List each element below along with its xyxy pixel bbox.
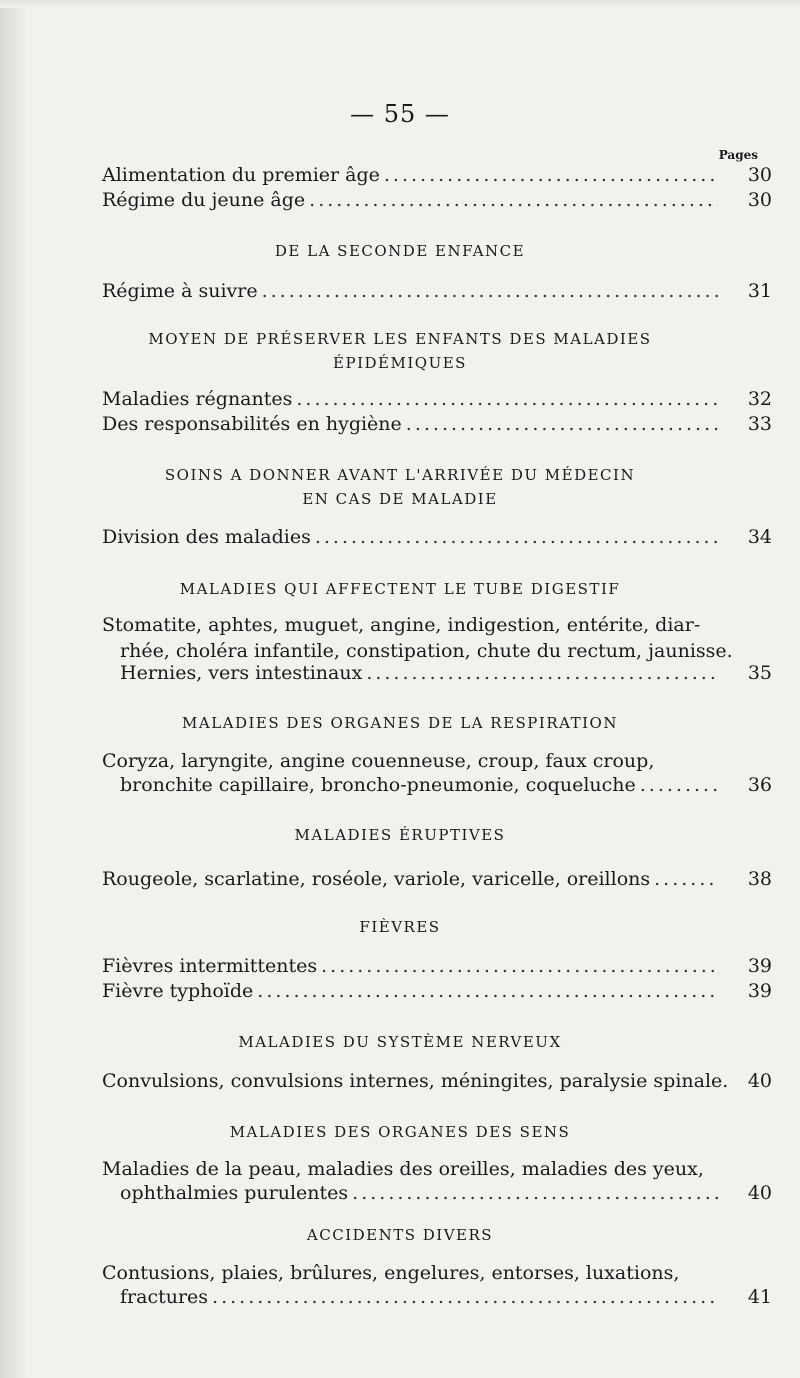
leader-dots (262, 280, 718, 302)
toc-entry (102, 1286, 772, 1308)
entry-page: 38 (747, 868, 772, 890)
leader-dots (309, 189, 718, 211)
section-heading: MALADIES ÉRUPTIVES (294, 826, 506, 844)
section-heading: DE LA SECONDE ENFANCE (274, 242, 526, 260)
leader-dots (321, 955, 718, 977)
toc-entry (102, 1182, 772, 1204)
leader-dots (296, 388, 718, 410)
entry-text: Des responsabilités en hygiène (102, 413, 402, 435)
entry-page: 33 (747, 413, 772, 435)
toc-entry (102, 280, 772, 302)
entry-page: 30 (747, 189, 772, 211)
toc-entry (102, 1070, 772, 1092)
leader-dots (406, 413, 718, 435)
entry-text: Régime à suivre (102, 280, 258, 302)
leader-dots (640, 774, 718, 796)
section-heading: SOINS A DONNER AVANT L'ARRIVÉE DU MÉDECIN (164, 466, 636, 484)
entry-line: Maladies de la peau, maladies des oreilles, maladies des yeux, (102, 1158, 704, 1180)
page-top-shadow (0, 0, 800, 8)
leader-dots (257, 980, 718, 1002)
section-heading: MOYEN DE PRÉSERVER LES ENFANTS DES MALADIES (148, 330, 652, 348)
entry-text: Convulsions, convulsions internes, méningites, paralysie spinale. (102, 1070, 729, 1092)
entry-line: Stomatite, aphtes, muguet, angine, indigestion, entérite, diar- (102, 614, 701, 636)
leader-dots (212, 1286, 718, 1308)
section-heading: MALADIES QUI AFFECTENT LE TUBE DIGESTIF (179, 580, 621, 598)
entry-text: Maladies régnantes (102, 388, 293, 410)
toc-entry (102, 413, 772, 435)
entry-page: 30 (747, 164, 772, 186)
entry-page: 41 (747, 1286, 772, 1308)
entry-text: Hernies, vers intestinaux (120, 662, 363, 684)
entry-page: 32 (747, 388, 772, 410)
entry-text: Fièvre typhoïde (102, 980, 254, 1002)
section-heading-cont: EN CAS DE MALADIE (302, 490, 498, 508)
entry-page: 40 (747, 1182, 772, 1204)
leader-dots (654, 868, 718, 890)
leader-dots (352, 1182, 718, 1204)
entry-page: 39 (747, 980, 772, 1002)
section-heading: MALADIES DES ORGANES DE LA RESPIRATION (182, 714, 618, 732)
entry-page: 31 (747, 280, 772, 302)
leader-dots (384, 164, 718, 186)
toc-entry (102, 526, 772, 548)
toc-entry (102, 388, 772, 410)
section-heading: FIÈVRES (359, 918, 441, 936)
section-heading: MALADIES DES ORGANES DES SENS (229, 1123, 571, 1141)
entry-page: 36 (747, 774, 772, 796)
pages-column-label: Pages (718, 148, 758, 162)
entry-text: Division des maladies (102, 526, 311, 548)
entry-text: bronchite capillaire, broncho-pneumonie, coqueluche (120, 774, 636, 796)
toc-entry (102, 189, 772, 211)
section-heading-cont: ÉPIDÉMIQUES (333, 354, 467, 372)
page-number: — 55 — (350, 100, 450, 128)
entry-line: Contusions, plaies, brûlures, engelures, entorses, luxations, (102, 1262, 680, 1284)
entry-line: Coryza, laryngite, angine couenneuse, croup, faux croup, (102, 750, 655, 772)
entry-page: 39 (747, 955, 772, 977)
entry-text: ophthalmies purulentes (120, 1182, 349, 1204)
entry-text: Fièvres intermittentes (102, 955, 318, 977)
toc-entry (102, 774, 772, 796)
section-heading: ACCIDENTS DIVERS (306, 1226, 494, 1244)
leader-dots (366, 662, 718, 684)
entry-page: 40 (747, 1070, 772, 1092)
entry-page: 34 (747, 526, 772, 548)
toc-entry (102, 868, 772, 890)
section-heading: MALADIES DU SYSTÈME NERVEUX (238, 1033, 562, 1051)
toc-entry (102, 662, 772, 684)
toc-entry (102, 980, 772, 1002)
entry-line: rhée, choléra infantile, constipation, chute du rectum, jaunisse. (120, 640, 733, 662)
page-edge-shadow (0, 0, 28, 1378)
toc-entry (102, 164, 772, 186)
entry-page: 35 (747, 662, 772, 684)
toc-entry (102, 955, 772, 977)
entry-text: Régime du jeune âge (102, 189, 306, 211)
leader-dots (315, 526, 718, 548)
entry-text: Rougeole, scarlatine, roséole, variole, varicelle, oreillons (102, 868, 651, 890)
entry-text: Alimentation du premier âge (102, 164, 380, 186)
entry-text: fractures (120, 1286, 209, 1308)
